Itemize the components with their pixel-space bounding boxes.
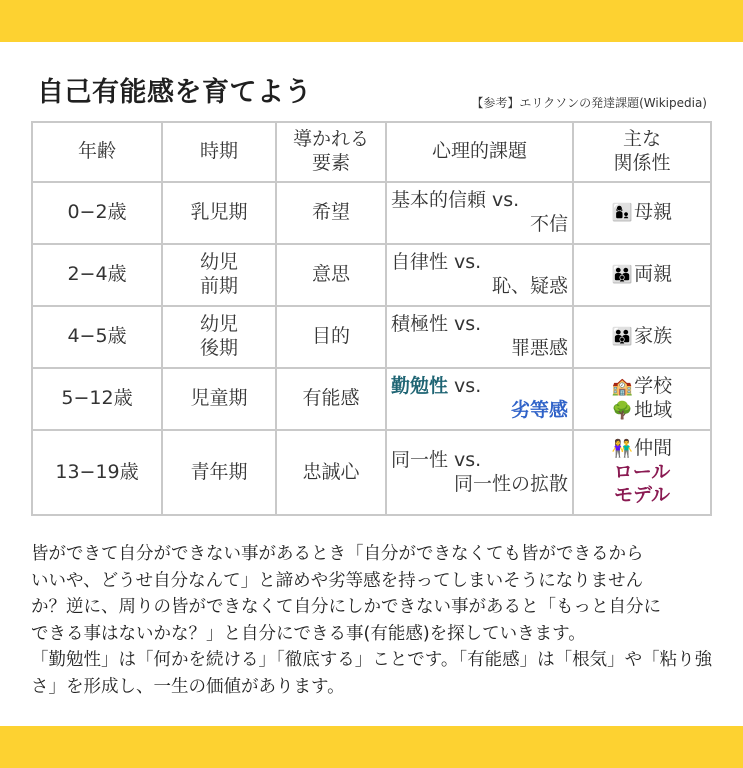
paragraph-line: できる事はないかな？」と自分にできる事(有能感)を探していきます。 (31, 623, 586, 644)
rel-item (578, 399, 706, 423)
cell-relationship (573, 244, 711, 306)
cell-element: 希望 (276, 182, 386, 244)
task-second: 劣等感 (510, 399, 568, 421)
rel-item (578, 201, 706, 225)
cell-age: 0−2歳 (32, 182, 162, 244)
cell-task (386, 368, 573, 430)
rel-label: 仲間 (634, 436, 673, 459)
bottom-accent-band (0, 726, 743, 768)
task-second: 不信 (529, 213, 568, 235)
cell-period: 青年期 (162, 430, 276, 515)
family-icon: 👪 (611, 327, 634, 348)
paragraph-line: か？逆に、周りの皆ができなくて自分にしかできない事があると「もっと自分に (31, 597, 661, 617)
table-row (32, 244, 711, 306)
paragraph-line: さ」を形成し、一生の価値があります。 (31, 676, 345, 697)
rel-label: 母親 (634, 201, 673, 224)
period-line2: 前期 (199, 275, 238, 297)
cell-period (162, 244, 276, 306)
rel-label: 家族 (634, 325, 673, 348)
paragraph-line: 「勤勉性」は「何かを続ける」「徹底する」ことです。「有能感」は「根気」や「粘り強 (31, 650, 713, 670)
friends-icon: 👫 (611, 438, 634, 459)
rel-label: 学校 (634, 375, 673, 398)
period-line2: 後期 (199, 337, 238, 359)
school-icon: 🏫 (611, 377, 634, 398)
header-relationship (573, 122, 711, 182)
cell-element: 有能感 (276, 368, 386, 430)
mother-child-icon: 👩‍👦 (611, 203, 634, 224)
period-line1: 幼児 (199, 313, 238, 336)
cell-age: 5−12歳 (32, 368, 162, 430)
cell-period: 児童期 (162, 368, 276, 430)
task-vs: vs. (448, 375, 482, 398)
task-second: 恥、疑惑 (491, 275, 568, 297)
header-rel-line2: 関係性 (613, 152, 671, 174)
page-title: 自己有能感を育てよう (37, 77, 312, 108)
tree-icon: 🌳 (611, 401, 634, 421)
table-header-row (32, 122, 711, 182)
task-first: 自律性 vs. (391, 251, 482, 274)
task-first: 基本的信頼 vs. (391, 189, 520, 212)
explanation-paragraph (31, 541, 719, 700)
task-second: 同一性の拡散 (453, 472, 568, 495)
header-period: 時期 (162, 122, 276, 182)
cell-task (386, 182, 573, 244)
cell-element: 意思 (276, 244, 386, 306)
header-task: 心理的課題 (386, 122, 573, 182)
cell-task (386, 244, 573, 306)
cell-period (162, 306, 276, 368)
paragraph-line: いいや、どうせ自分なんて」と諦めや劣等感を持ってしまいそうになりません (31, 570, 644, 591)
period-line1: 幼児 (199, 251, 238, 274)
top-accent-band (0, 0, 743, 42)
table-row (32, 368, 711, 430)
table-row (32, 182, 711, 244)
table-row (32, 306, 711, 368)
cell-period: 乳児期 (162, 182, 276, 244)
task-highlight: 勤勉性 (391, 375, 449, 398)
header-element (276, 122, 386, 182)
cell-age: 2−4歳 (32, 244, 162, 306)
paragraph-line: 皆ができて自分ができない事があるとき「自分ができなくても皆ができるから (31, 544, 644, 564)
task-second: 罪悪感 (510, 337, 568, 359)
role-model-line1: ロール (613, 460, 671, 483)
rel-item (578, 437, 706, 461)
table-row (32, 430, 711, 515)
header-age: 年齢 (32, 122, 162, 182)
development-stages-table (31, 121, 712, 516)
task-first: 積極性 vs. (391, 313, 482, 336)
cell-task (386, 306, 573, 368)
rel-item (578, 325, 706, 349)
rel-label: 両親 (634, 263, 673, 286)
cell-relationship (573, 182, 711, 244)
rel-item (578, 263, 706, 287)
header-element-line1: 導かれる (292, 128, 369, 151)
cell-relationship (573, 430, 711, 515)
rel-item (578, 375, 706, 399)
cell-task (386, 430, 573, 515)
cell-age: 13−19歳 (32, 430, 162, 515)
family-icon: 👪 (611, 265, 634, 286)
task-first: 同一性 vs. (391, 448, 482, 471)
cell-relationship (573, 368, 711, 430)
cell-element: 忠誠心 (276, 430, 386, 515)
cell-element: 目的 (276, 306, 386, 368)
rel-label: 地域 (634, 399, 673, 421)
task-first (391, 375, 568, 399)
role-model-line2: モデル (613, 484, 671, 507)
header-element-line2: 要素 (311, 152, 350, 174)
header-rel-line1: 主な (622, 128, 661, 151)
cell-relationship (573, 306, 711, 368)
cell-age: 4−5歳 (32, 306, 162, 368)
reference-note: 【参考】エリクソンの発達課題(Wikipedia) (471, 96, 707, 110)
